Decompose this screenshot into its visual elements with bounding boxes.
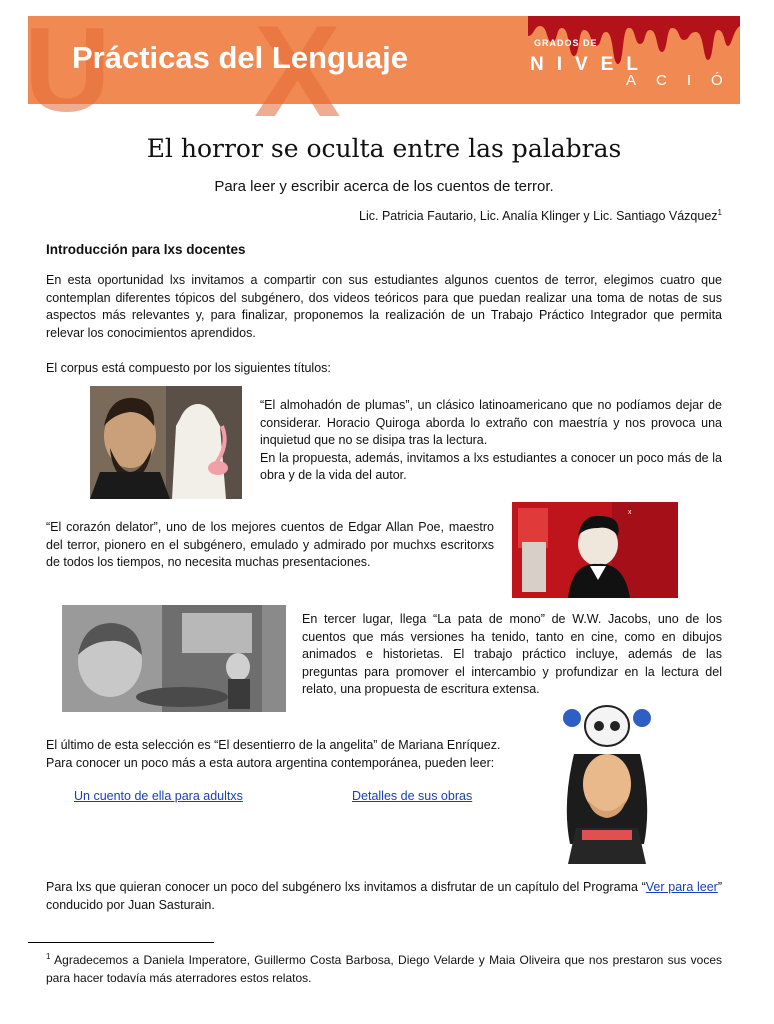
banner-title: Prácticas del Lenguaje	[72, 40, 408, 75]
intro-heading: Introducción para lxs docentes	[46, 242, 246, 257]
intro-paragraph: En esta oportunidad lxs invitamos a compartir con sus estudiantes algunos cuentos de terror, elegimos cuatro que contemplan diferentes tópicos del subgénero, dos videos teóricos para que puedan realizar una toma de notas de sus aspectos más relevantes y, para finalizar, proponemos la realización de un Trabajo Práctico Integrador que permita relevar los conocimientos aprendidos.	[46, 273, 722, 340]
banner-decor-u: U	[24, 3, 111, 137]
enriquez-illustration	[552, 704, 662, 864]
story4-line1: El último de esta selección es “El desentierro de la angelita” de Mariana Enríquez.	[46, 738, 501, 752]
story1-text: “El almohadón de plumas”, un clásico latinoamericano que no podíamos dejar de considerar. Horacio Quiroga aborda lo extraño con maestría y nos provoca una inquietud que no se disipa tras la lectura.	[260, 398, 722, 448]
story4-line2: Para conocer un poco más a esta autora argentina contemporánea, pueden leer:	[46, 755, 495, 770]
story1-paragraph	[260, 397, 722, 485]
document-subtitle: Para leer y escribir acerca de los cuentos de terror.	[214, 178, 554, 195]
authors-line	[359, 208, 722, 223]
banner-nivel: NIVEL	[530, 54, 651, 75]
banner-decor-x: X	[254, 0, 341, 144]
poe-illustration	[512, 502, 678, 598]
banner-nivel-sub: ACIÓN	[626, 72, 774, 89]
story2-paragraph: “El corazón delator”, uno de los mejores cuentos de Edgar Allan Poe, maestro del terror, pionero en el subgénero, emulado y admirado por muchxs escritorxs de todos los tiempos, no necesita muchas presentaciones.	[46, 520, 494, 570]
story4-paragraph	[46, 737, 556, 772]
corpus-intro: El corpus está compuesto por los siguientes títulos:	[46, 361, 331, 375]
svg-text:x: x	[628, 509, 632, 516]
link-cuento-adultxs[interactable]: Un cuento de ella para adultxs	[74, 789, 243, 803]
story1-text-b: En la propuesta, además, invitamos a lxs estudiantes a conocer un poco más de la obra y de la vida del autor.	[260, 450, 722, 483]
footnote	[46, 948, 722, 987]
footnote-rule	[28, 942, 214, 943]
quiroga-illustration	[90, 386, 242, 499]
program-text-after: ” conducido por Juan Sasturain.	[46, 880, 722, 912]
program-paragraph	[46, 879, 722, 914]
authors-footnote-mark: 1	[717, 208, 722, 217]
program-text-before: Para lxs que quieran conocer un poco del subgénero lxs invitamos a disfrutar de un capítulo del Programa “	[46, 880, 646, 894]
story3-paragraph: En tercer lugar, llega “La pata de mono” de W.W. Jacobs, uno de los cuentos que más versiones ha tenido, tanto en cine, como en dibujos animados e historietas. El trabajo práctico incluye, además de las preguntas para promover el intercambio y profundizar en la lectura del relato, una propuesta de escritura extensa.	[302, 612, 722, 697]
document-title: El horror se oculta entre las palabras	[146, 134, 622, 163]
monkey-paw-illustration	[62, 605, 286, 712]
header-banner	[24, 0, 774, 144]
footnote-mark: 1	[46, 952, 51, 961]
footnote-text: Agradecemos a Daniela Imperatore, Guillermo Costa Barbosa, Diego Velarde y Maia Oliveira que nos prestaron sus voces para hacer todavía más aterradores estos relatos.	[46, 953, 723, 985]
authors-text: Lic. Patricia Fautario, Lic. Analía Klinger y Lic. Santiago Vázquez	[359, 209, 718, 224]
link-detalles-obras[interactable]: Detalles de sus obras	[352, 789, 473, 803]
link-ver-para-leer[interactable]: Ver para leer	[645, 880, 718, 894]
banner-grados: GRADOS DE	[534, 38, 598, 48]
